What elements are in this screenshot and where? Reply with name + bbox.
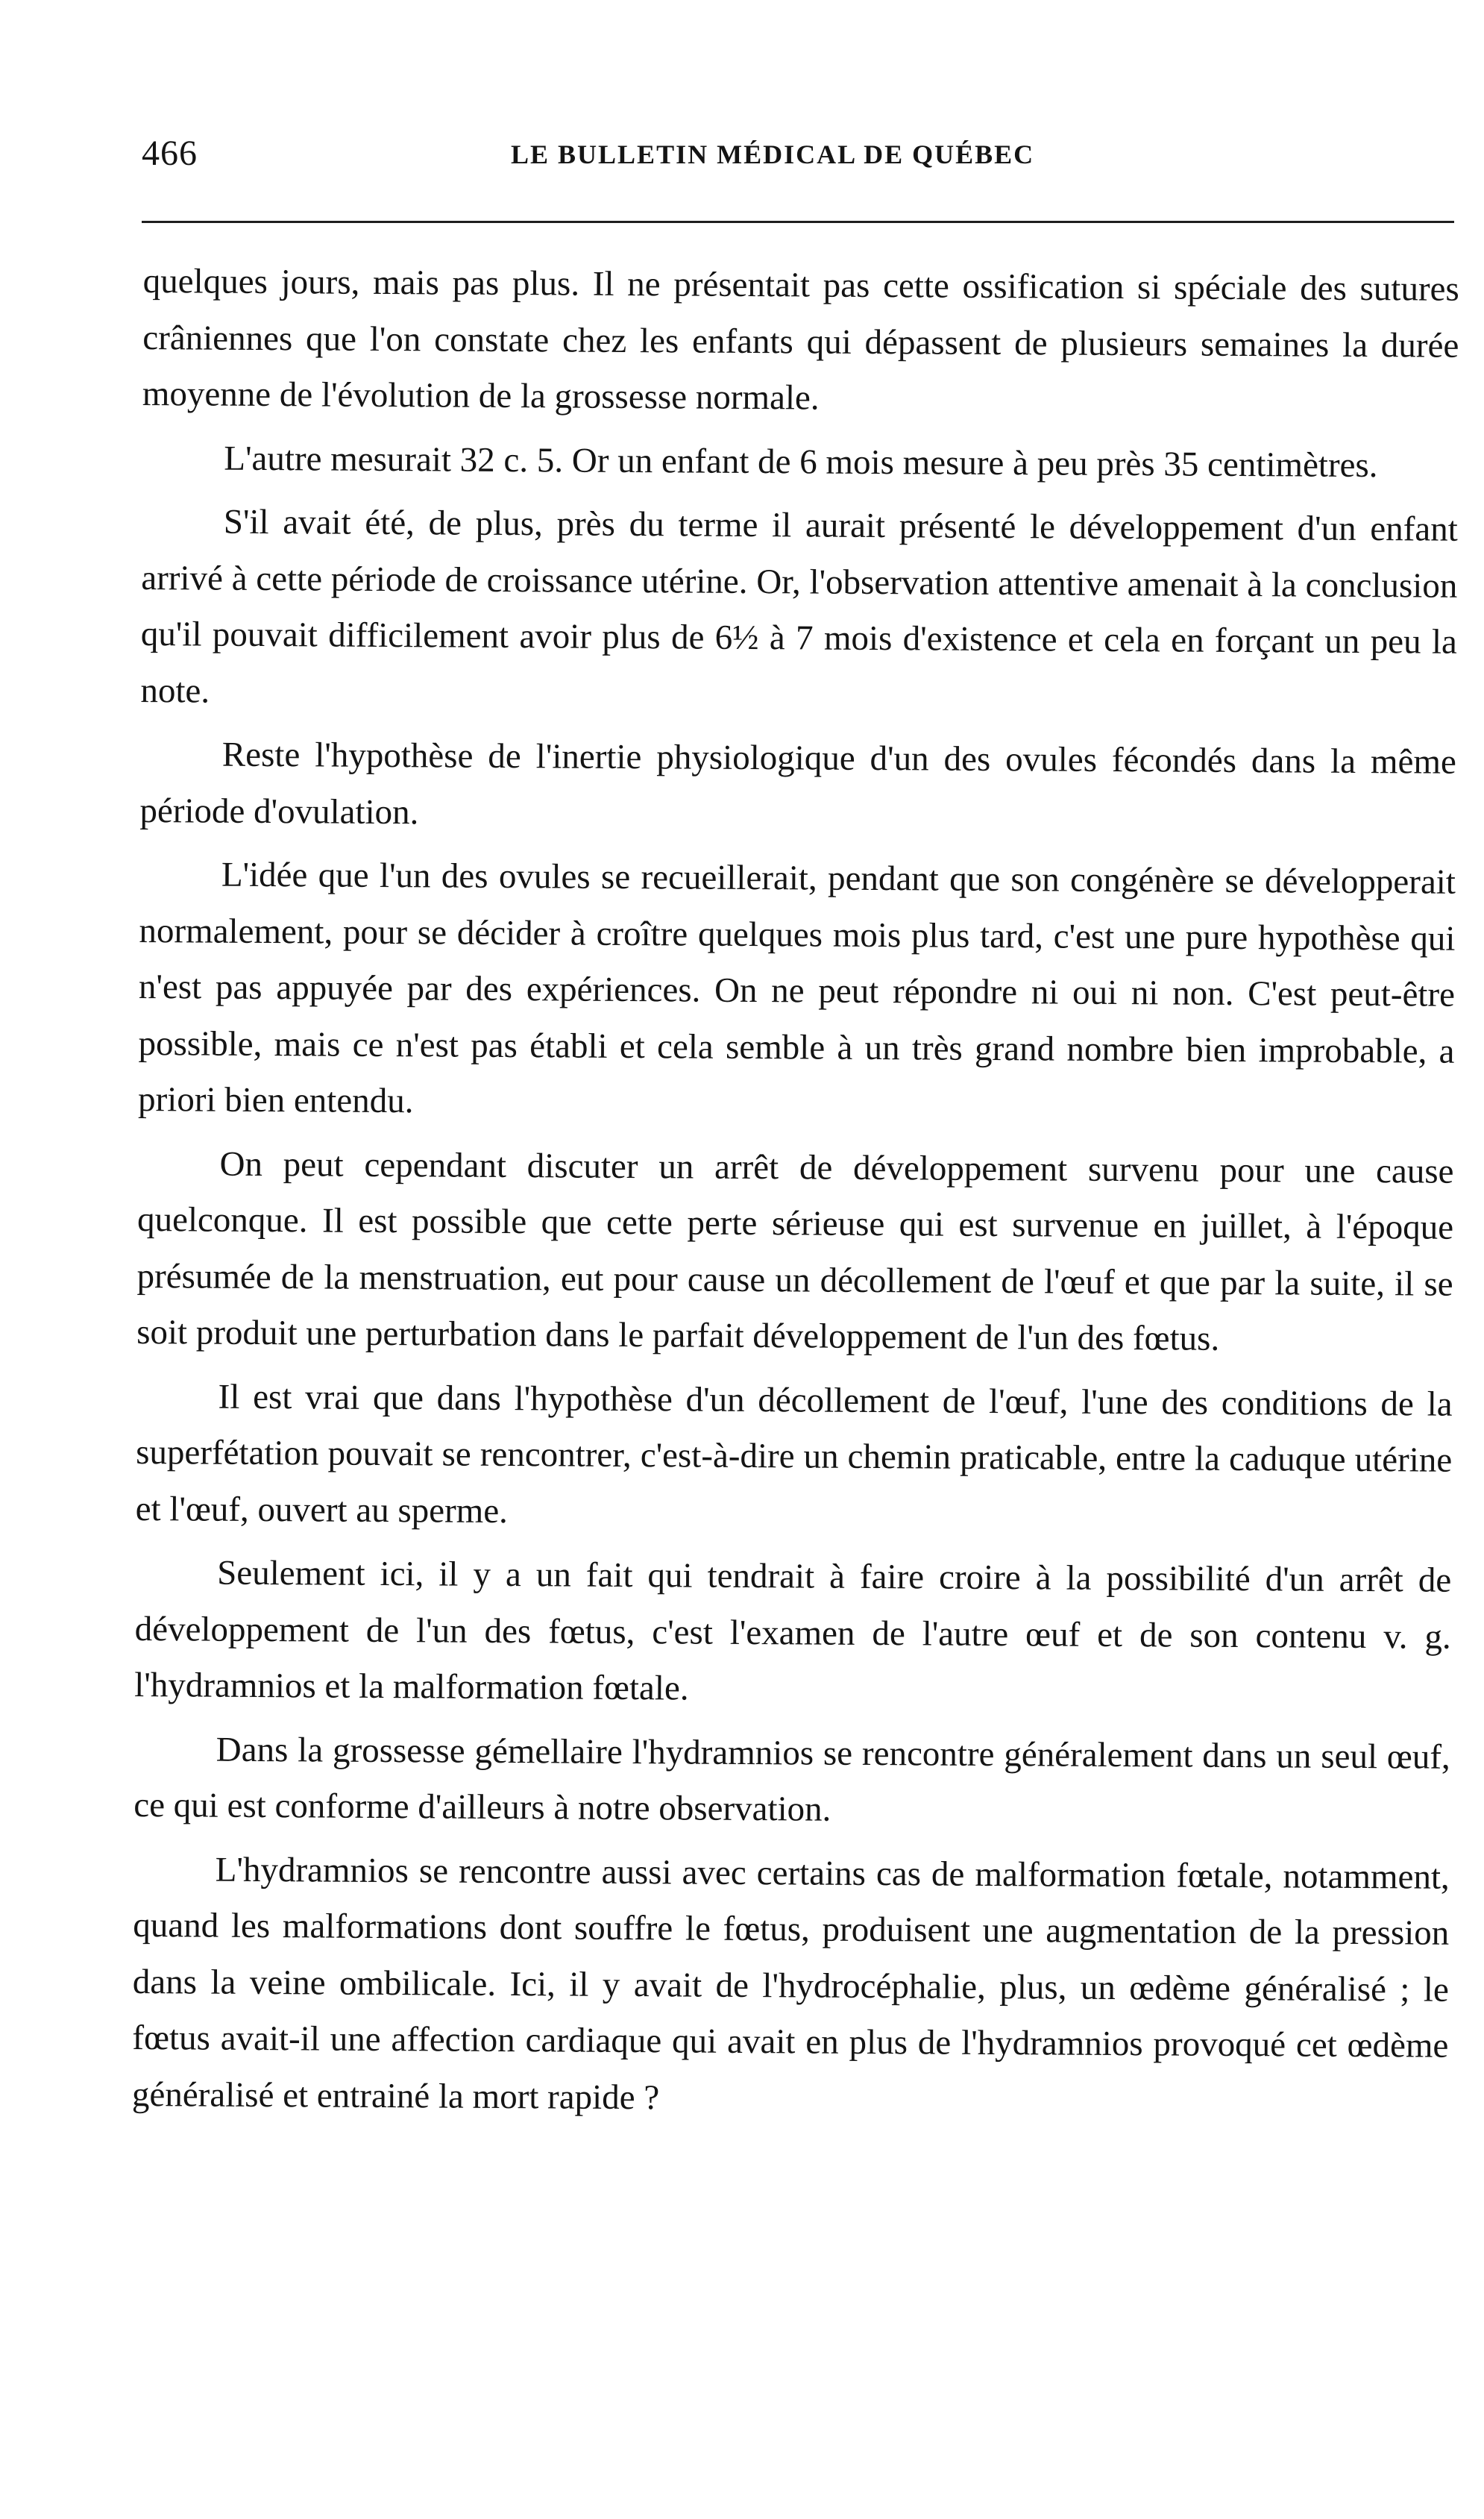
paragraph-inertia: Reste l'hypothèse de l'inertie physiologique d'un des ovules fécondés dans la même période d'ovulation. [139, 735, 1457, 832]
header-rule [142, 221, 1454, 223]
paragraph-twin-pregnancy: Dans la grossesse gémellaire l'hydramnios se rencontre généralement dans un seul œuf, ce qui est conforme d'ailleurs à notre observation. [133, 1730, 1450, 1829]
paragraph-examination: Seulement ici, il y a un fait qui tendrait à faire croire à la possibilité d'un arrêt de développement de l'un des fœtus, c'est l'examen de l'autre œuf et de son contenu v. g. l'hydramnios et la malformation fœtale. [134, 1553, 1452, 1708]
paragraph-arrest: On peut cependant discuter un arrêt de développement survenu pour une cause quelconque. Il est possible que cette perte sérieuse qui est survenue en juillet, à l'époque présumée de la menstruation, eut pour cause un décollement de l'œuf et que par la suite, il se soit produit une perturbation dans le parfait développement de l'un des fœtus. [136, 1144, 1454, 1358]
paragraph-superfetation: Il est vrai que dans l'hypothèse d'un décollement de l'œuf, l'une des conditions de la superfétation pouvait se rencontrer, c'est-à-dire un chemin praticable, entre la caduque utérine et l'œuf, ouvert au sperme. [135, 1377, 1453, 1531]
paragraph-measurement: L'autre mesurait 32 c. 5. Or un enfant de 6 mois mesure à peu près 35 centimètres. [224, 439, 1378, 485]
paragraph-hypothesis: L'idée que l'un des ovules se recueillerait, pendant que son congénère se développerait normalement, pour se décider à croître quelques mois plus tard, c'est une pure hypothèse qui n'est pas appuyée par des expériences. On ne peut répondre ni oui ni non. C'est peut-être possible, mais ce n'est pas établi et cela semble à un très grand nombre bien improbable, a priori bien entendu. [137, 855, 1456, 1121]
paragraph-malformation: L'hydramnios se rencontre aussi avec certains cas de malformation fœtale, notamment, quand les malformations dont souffre le fœtus, produisent une augmentation de la pression dans la veine ombilicale. Ici, il y avait de l'hydrocéphalie, plus, un œdème généralisé ; le fœtus avait-il une affection cardiaque qui avait en plus de l'hydramnios provoqué cet œdème généralisé et entrainé la mort rapide ? [131, 1850, 1450, 2117]
book-page [131, 0, 1477, 2519]
page-number: 466 [142, 134, 198, 173]
paragraph-continuation: quelques jours, mais pas plus. Il ne présentait pas cette ossification si spéciale des sutures crâniennes que l'on constate chez les enfants qui dépassent de plusieurs semaines la durée moyenne de l'évolution de la grossesse normale. [142, 261, 1459, 418]
body-text [132, 254, 1459, 2139]
page-header [142, 133, 1454, 185]
running-title: LE BULLETIN MÉDICAL DE QUÉBEC [511, 139, 1035, 169]
paragraph-term: S'il avait été, de plus, près du terme il aurait présenté le développement d'un enfant arrivé à cette période de croissance utérine. Or, l'observation attentive amenait à la conclusion qu'il pouvait difficilement avoir plus de 6½ à 7 mois d'existence et cela en forçant un peu la note. [140, 502, 1458, 711]
